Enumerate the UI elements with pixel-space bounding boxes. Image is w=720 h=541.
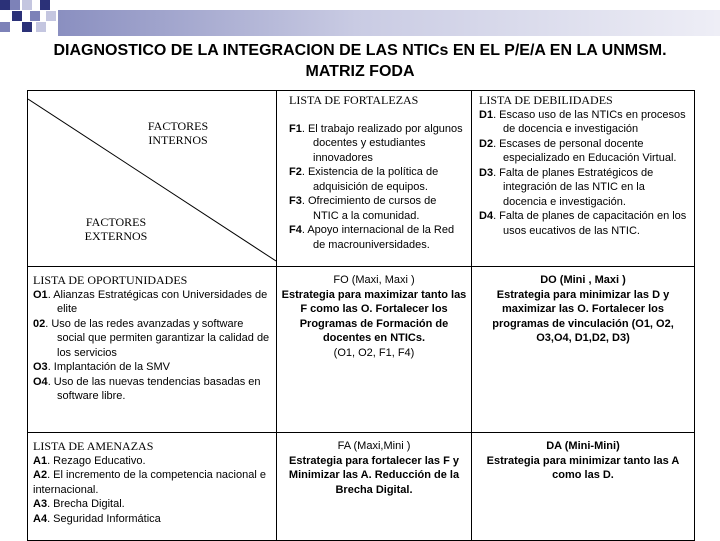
opportunities-cell <box>28 267 277 433</box>
list-item <box>479 137 690 166</box>
item-text: . Brecha Digital. <box>47 498 125 510</box>
item-text: . Ofrecimiento de cursos de NTIC a la comunidad. <box>301 195 437 222</box>
weaknesses-list <box>479 108 690 239</box>
deco-square <box>22 0 32 10</box>
item-code: O3 <box>33 361 48 373</box>
item-text: . Escases de personal docente especializado en Educación Virtual. <box>493 137 677 164</box>
item-code: F4 <box>289 224 302 236</box>
external-factors-label <box>76 215 156 243</box>
list-item <box>33 360 272 375</box>
deco-square <box>10 0 20 10</box>
threats-list <box>33 454 272 527</box>
da-title: DA (Mini-Mini) <box>546 440 620 452</box>
item-text: . Uso de las nuevas tendencias basadas en software libre. <box>47 375 261 402</box>
item-code: A1 <box>33 454 48 467</box>
list-item <box>479 108 690 137</box>
deco-square <box>40 0 50 10</box>
item-code: O4 <box>33 375 48 388</box>
item-text: . Apoyo internacional de la Red de macrouniversidades. <box>301 224 455 251</box>
item-code: 02 <box>33 317 46 330</box>
item-text: . El incremento de la competencia nacional e internacional. <box>33 469 266 496</box>
deco-square <box>12 11 22 21</box>
item-code: D2 <box>479 137 494 150</box>
internal-factors-label <box>138 119 218 147</box>
list-item <box>289 194 465 223</box>
list-item <box>289 122 465 166</box>
deco-square <box>36 22 46 32</box>
page-title <box>0 40 720 82</box>
item-text: . Rezago Educativo. <box>47 454 146 467</box>
decorative-gradient-bar <box>58 10 720 36</box>
list-item <box>479 209 690 238</box>
weaknesses-cell <box>472 91 695 267</box>
item-text: . Escaso uso de las NTICs en procesos de docencia e investigación <box>493 108 686 135</box>
item-text: . El trabajo realizado por algunos docentes y estudiantes innovadores <box>301 122 463 164</box>
item-text: . Alianzas Estratégicas con Universidades de elite <box>47 288 268 315</box>
deco-square <box>30 11 40 21</box>
internal-factors-line: FACTORES <box>147 119 209 133</box>
strengths-cell <box>277 91 472 267</box>
list-item <box>33 454 272 469</box>
item-text: . Existencia de la política de adquisición de equipos. <box>301 166 439 193</box>
item-code: A3 <box>33 498 48 510</box>
list-item <box>33 375 272 404</box>
item-text: . Uso de las redes avanzadas y software social que permiten garantizar la calidad de los servicios <box>45 317 270 359</box>
item-code: D3 <box>479 166 494 179</box>
list-item <box>33 468 272 497</box>
list-item <box>289 223 465 252</box>
deco-square <box>0 22 10 32</box>
fo-body: Estrategia para maximizar tanto las F como las O. Fortalecer los Programas de Formación de docentes en NTICs. <box>281 288 467 344</box>
opportunities-list <box>33 288 272 404</box>
strengths-list <box>289 122 465 253</box>
title-line-1: DIAGNOSTICO DE LA INTEGRACION DE LAS NTICs EN EL P/E/A EN LA UNMSM. <box>53 42 667 59</box>
da-body: Estrategia para minimizar tanto las A como las D. <box>486 454 680 481</box>
deco-square <box>46 11 56 21</box>
fo-refs: (O1, O2, F1, F4) <box>333 346 415 359</box>
list-item <box>33 512 272 527</box>
fo-title: FO (Maxi, Maxi ) <box>333 274 415 286</box>
item-text: . Seguridad Informática <box>47 512 161 525</box>
opportunities-header: LISTA DE OPORTUNIDADES <box>33 273 188 287</box>
item-code: F3 <box>289 195 302 207</box>
threats-cell <box>28 433 277 541</box>
external-factors-line: EXTERNOS <box>84 229 148 243</box>
internal-factors-line: INTERNOS <box>148 133 208 147</box>
item-code: D1 <box>479 108 494 121</box>
list-item <box>33 497 272 512</box>
item-code: A2 <box>33 469 48 481</box>
item-code: A4 <box>33 512 48 525</box>
fa-strategy-cell <box>277 433 472 541</box>
fo-strategy-cell <box>277 267 472 433</box>
fa-body: Estrategia para fortalecer las F y Minimizar las A. Reducción de la Brecha Digital. <box>288 454 460 496</box>
strengths-header: LISTA DE FORTALEZAS <box>289 93 419 107</box>
item-text: . Falta de planes de capacitación en los usos eucativos de las NTIC. <box>493 210 687 237</box>
list-item <box>33 288 272 317</box>
weaknesses-header: LISTA DE DEBILIDADES <box>479 93 613 107</box>
list-item <box>33 317 272 361</box>
item-text: . Implantación de la SMV <box>47 361 170 373</box>
deco-square <box>0 0 10 10</box>
do-strategy-cell <box>472 267 695 433</box>
item-code: D4 <box>479 210 494 222</box>
list-item <box>479 166 690 210</box>
external-factors-line: FACTORES <box>85 215 147 229</box>
fa-title: FA (Maxi,Mini ) <box>337 440 411 452</box>
foda-matrix <box>27 90 695 541</box>
item-code: F1 <box>289 122 302 135</box>
item-text: . Falta de planes Estratégicos de integración de las NTIC en la docencia e investigación. <box>493 166 654 208</box>
do-title: DO (Mini , Maxi ) <box>540 274 626 286</box>
item-code: F2 <box>289 166 302 178</box>
do-body: Estrategia para minimizar las D y maximizar las O. Fortalecer los programas de vinculación (O1, O2, O3,O4, D1,D2, D3) <box>492 288 674 344</box>
deco-square <box>22 22 32 32</box>
title-line-2: MATRIZ FODA <box>305 63 415 80</box>
item-code: O1 <box>33 288 48 301</box>
threats-header: LISTA DE AMENAZAS <box>33 439 154 453</box>
corner-cell <box>28 91 277 267</box>
list-item <box>289 165 465 194</box>
da-strategy-cell <box>472 433 695 541</box>
